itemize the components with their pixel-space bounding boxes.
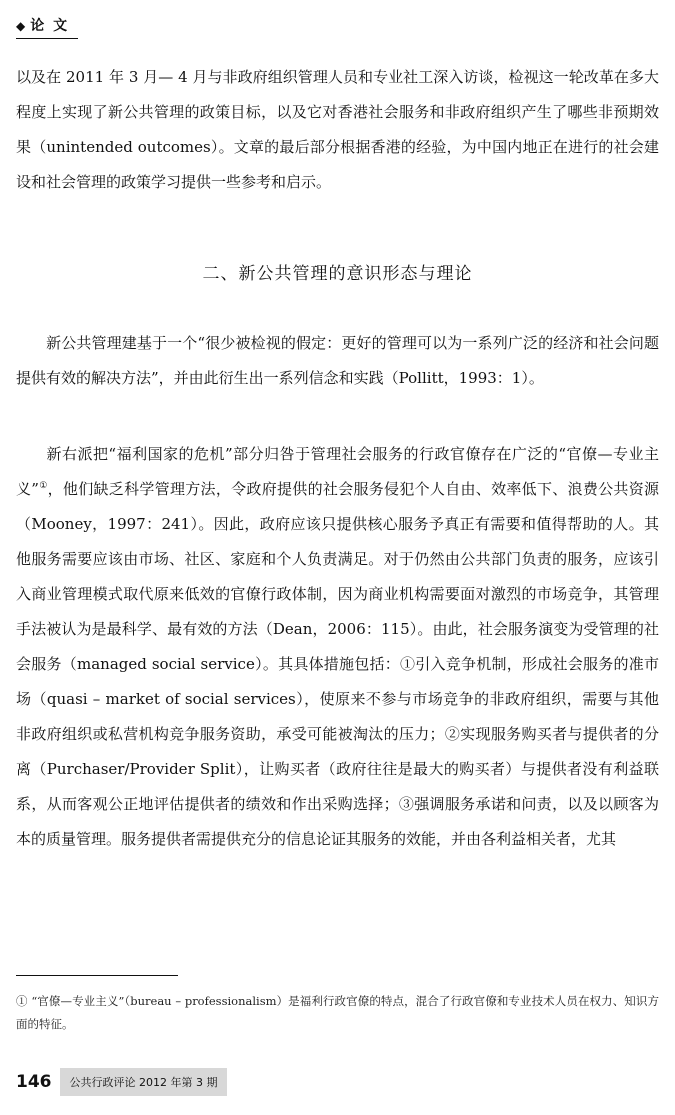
diamond-icon: ◆ (16, 19, 28, 33)
section-label (16, 18, 78, 39)
paragraph-npm-assumption-text: 新公共管理建基于一个“很少被检视的假定：更好的管理可以为一系列广泛的经济和社会问题提供有效的解决方法”，并由此衍生出一系列信念和实践（Pollitt，1993：1）。 (16, 334, 659, 387)
section-title: 二、新公共管理的意识形态与理论 (202, 264, 473, 284)
footnote-divider (16, 975, 178, 976)
paragraph-new-right-text-b: ，他们缺乏科学管理方法，令政府提供的社会服务侵犯个人自由、效率低下、浪费公共资源（Mooney，1997：241）。因此，政府应该只提供核心服务予真正有需要和值得帮助的人。其他服务需要应该由市场、社区、家庭和个人负责满足。对于仍然由公共部门负责的服务，应该引入商业管理模式取代原来低效的官僚行政体制，因为商业机构需要面对激烈的市场竞争，其管理手法被认为是最科学、最有效的方法（Dean，2006：115）。由此，社会服务演变为受管理的社会服务（managed social service）。其具体措施包括：①引入竞争机制，形成社会服务的准市场（quasi – market of social services），使原来不参与市场竞争的非政府组织，需要与其他非政府组织或私营机构竞争服务资助，承受可能被淘汰的压力；②实现服务购买者与提供者的分离（Purchaser/Provider Split），让购买者（政府往往是最大的购买者）与提供者没有利益联系，从而客观公正地评估提供者的绩效和作出采购选择；③强调服务承诺和问责，以及以顾客为本的质量管理。服务提供者需提供充分的信息论证其服务的效能，并由各利益相关者，尤其 (16, 480, 659, 848)
paragraph-new-right-text-a: 新右派把“福利国家的危机”部分归咎于管理社会服务的行政官僚存在广泛的“官僚—专业主义” (16, 445, 659, 498)
page-footer (16, 1068, 227, 1096)
journal-info: 公共行政评论 2012 年第 3 期 (60, 1068, 228, 1096)
paragraph-intro: 以及在 2011 年 3 月— 4 月与非政府组织管理人员和专业社工深入访谈，检视这一轮改革在多大程度上实现了新公共管理的政策目标，以及它对香港社会服务和非政府组织产生了哪些非预期效果（unintended outcomes）。文章的最后部分根据香港的经验，为中国内地正在进行的社会建设和社会管理的政策学习提供一些参考和启示。 (16, 68, 659, 191)
footnote-reference[interactable]: ① (38, 481, 48, 491)
paragraph-npm-assumption (16, 326, 659, 396)
footnote: ① “官僚—专业主义”（bureau – professionalism）是福利行政官僚的特点，混合了行政官僚和专业技术人员在权力、知识方面的特征。 (16, 994, 659, 1031)
section-label-text: 论 文 (30, 18, 70, 34)
page-number: 146 (16, 1072, 52, 1092)
paragraph-new-right (16, 437, 659, 857)
